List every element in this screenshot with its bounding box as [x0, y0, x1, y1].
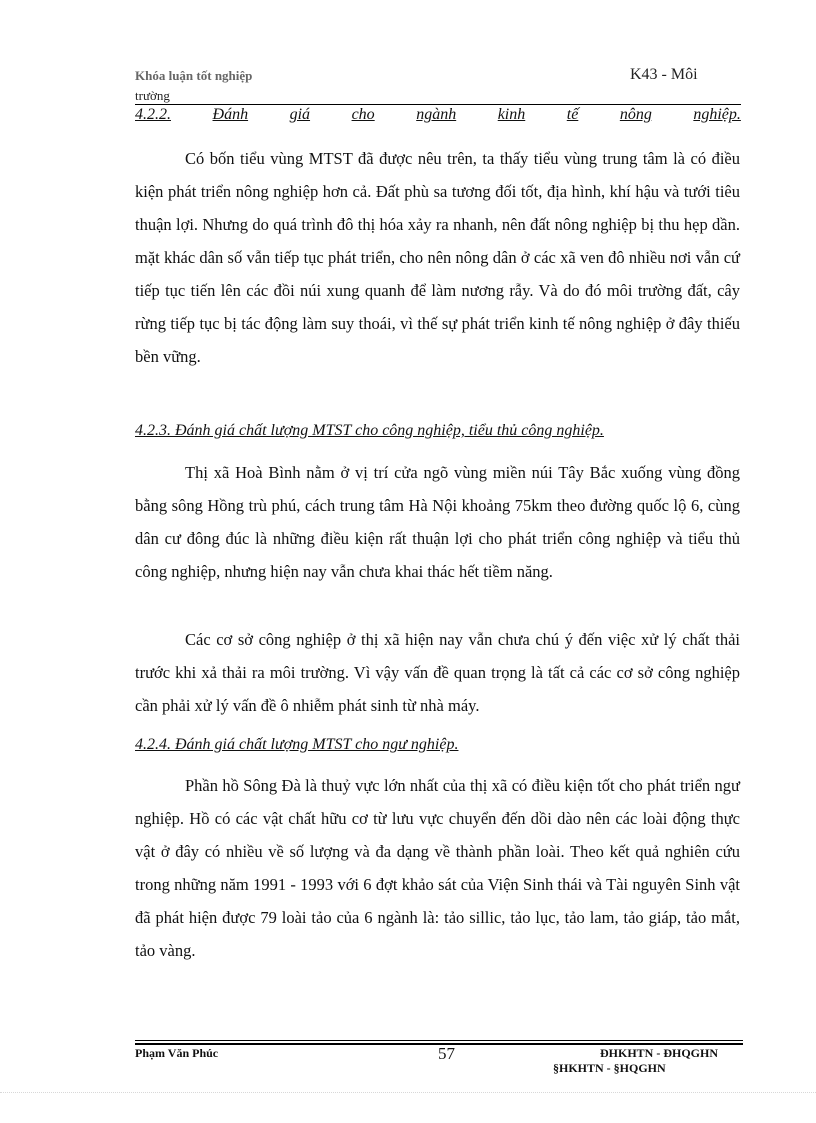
heading-word: giá: [289, 106, 311, 123]
header-right-title: K43 - Môi: [630, 66, 698, 83]
section-heading-4-2-3: 4.2.3. Đánh giá chất lượng MTST cho công nghiệp, tiểu thủ công nghiệp.: [135, 422, 604, 439]
heading-word: kinh: [497, 106, 526, 123]
heading-word: nông: [619, 106, 652, 123]
header-divider: [135, 104, 741, 105]
page-number: 57: [438, 1044, 455, 1063]
header-left-title: Khóa luận tốt nghiệp: [135, 68, 253, 83]
heading-word: ngành: [416, 106, 457, 123]
page-bottom-edge: [0, 1092, 816, 1123]
paragraph-fishery: Phần hồ Sông Đà là thuỷ vực lớn nhất của thị xã có điều kiện tốt cho phát triển ngư nghiệp. Hồ có các vật chất hữu cơ từ lưu vực chuyển đến dồi dào nên các loài động thực vật ở đây có nhiều về số lượng và đa dạng về thành phần loài. Theo kết quả nghiên cứu trong những năm 1991 - 1993 với 6 đợt khảo sát của Viện Sinh thái và Tài nguyên Sinh vật đã phát hiện được 79 loài tảo của 6 ngành là: tảo sillic, tảo lục, tảo lam, tảo giáp, tảo mắt, tảo vàng.: [135, 776, 740, 960]
heading-word: Đánh: [212, 106, 249, 123]
paragraph-agriculture: Có bốn tiểu vùng MTST đã được nêu trên, ta thấy tiểu vùng trung tâm là có điều kiện phát triển nông nghiệp hơn cả. Đất phù sa tương đối tốt, địa hình, khí hậu và tưới tiêu thuận lợi. Nhưng do quá trình đô thị hóa xảy ra nhanh, nên đất nông nghiệp bị thu hẹp dần. mặt khác dân số vẫn tiếp tục phát triển, cho nên nông dân ở các xã ven đô nhiều nơi vẫn cứ tiếp tục tiến lên các đồi núi xung quanh để làm nương rẫy. Và do đó môi trường đất, cây rừng tiếp tục bị tác động làm suy thoái, vì thế sự phát triển kinh tế nông nghiệp ở đây thiếu bền vững.: [135, 149, 740, 366]
paragraph-industry-waste: Các cơ sở công nghiệp ở thị xã hiện nay vẫn chưa chú ý đến việc xử lý chất thải trước khi xả thải ra môi trường. Vì vậy vấn đề quan trọng là tất cả các cơ sở công nghiệp cần phải xử lý vấn đề ô nhiễm phát sinh từ nhà máy.: [135, 630, 740, 715]
paragraph-industry-location: Thị xã Hoà Bình nằm ở vị trí cửa ngõ vùng miền núi Tây Bắc xuống vùng đồng bằng sông Hồng trù phú, cách trung tâm Hà Nội khoảng 75km theo đường quốc lộ 6, cùng dân cư đông đúc là những điều kiện rất thuận lợi cho phát triển công nghiệp và tiểu thủ công nghiệp, nhưng hiện nay vẫn chưa khai thác hết tiềm năng.: [135, 463, 740, 581]
section-heading-4-2-2: [135, 106, 741, 124]
footer-author: Phạm Văn Phúc: [135, 1046, 219, 1060]
heading-word: nghiệp.: [693, 106, 741, 123]
footer-organization: ĐHKHTN - ĐHQGHN: [600, 1046, 719, 1060]
footer-organization-alt: §HKHTN - §HQGHN: [553, 1061, 666, 1075]
heading-word: cho: [351, 106, 375, 123]
section-heading-4-2-4: 4.2.4. Đánh giá chất lượng MTST cho ngư nghiệp.: [135, 736, 459, 753]
header-left-continuation: trường: [135, 88, 170, 103]
heading-word: 4.2.2.: [135, 106, 171, 123]
heading-word: tế: [566, 106, 579, 123]
footer-divider-thin: [135, 1040, 743, 1041]
